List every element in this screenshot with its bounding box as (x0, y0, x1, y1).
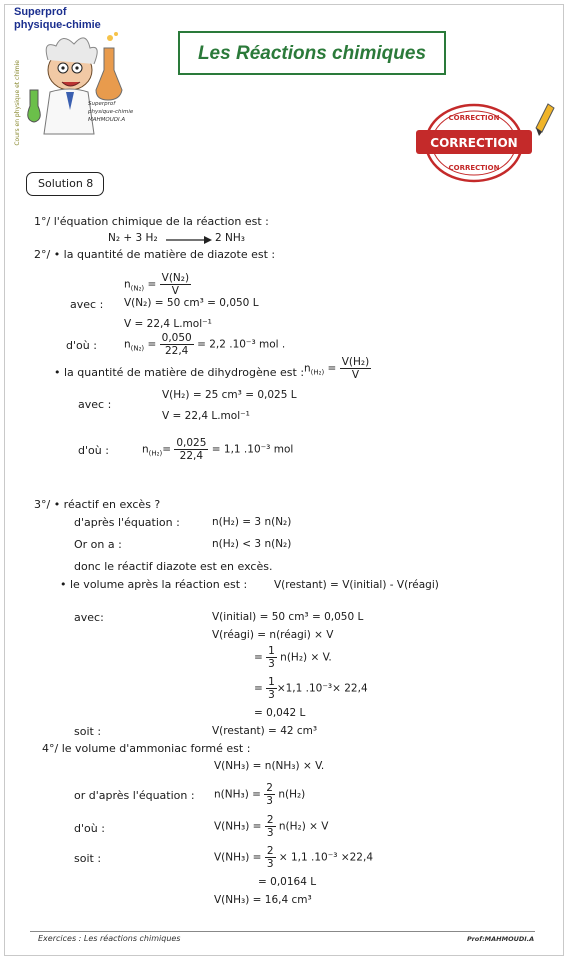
q4-line5: = 0,0164 L (258, 876, 317, 888)
logo-name-line2: physique-chimie (14, 19, 101, 31)
q4-line6: V(NH₃) = 16,4 cm³ (214, 894, 312, 906)
q1-text: 1°/ l'équation chimique de la réaction est : (34, 215, 269, 228)
logo-caption (88, 100, 133, 124)
q3-step3: = 0,042 L (254, 707, 306, 719)
q2-n: n (124, 278, 131, 291)
q2-result-value: = 2,2 .10⁻³ mol . (197, 338, 286, 351)
q2-result-frac (160, 332, 194, 357)
q4-label2: or d'après l'équation : (74, 789, 195, 802)
q4-label3: d'où : (74, 822, 105, 835)
stamp-top-text: CORRECTION (448, 114, 500, 122)
q3-step1-den: 3 (268, 658, 275, 670)
q3-line2-value: n(H₂) < 3 n(N₂) (212, 538, 292, 550)
q2-h2-molar-volume: V = 22,4 L.mol⁻¹ (162, 410, 250, 422)
q3-volume-header: • le volume après la réaction est : (60, 578, 248, 591)
q3-avec: avec: (74, 611, 104, 624)
correction-stamp-icon (408, 98, 556, 184)
q4-line4-frac (265, 845, 276, 870)
footer-divider (30, 931, 535, 932)
q1-eq-left: N₂ + 3 H₂ (108, 232, 158, 244)
q2-h2-header: • la quantité de matière de dihydrogène est : (54, 366, 305, 379)
q2-h2-frac (340, 356, 371, 381)
logo-side-text: Cours en physique et chimie (14, 60, 21, 146)
q4-line3-left: V(NH₃) = (214, 820, 262, 833)
q4-line3-num: 2 (266, 814, 274, 826)
q2-h2-result-frac (174, 437, 208, 462)
stamp-main-text: CORRECTION (430, 136, 518, 150)
footer-left: Exercices : Les réactions chimiques (38, 934, 181, 943)
q3-line2-label: Or on a : (74, 538, 122, 551)
q2-h2-result: $n_{(H_2)}=$ $\frac{0,025}{22,4}$ = 1,1 .10⁻³ mol (142, 437, 294, 462)
q2-fraction (160, 272, 191, 297)
q2-n-sub: (N₂) (130, 284, 145, 293)
q3-step2-den: 3 (268, 689, 275, 701)
q4-line2-den: 3 (266, 795, 273, 807)
q3-header: 3°/ • réactif en excès ? (34, 498, 161, 511)
q4-line2-frac (264, 782, 275, 807)
caption-line1: Superprof (88, 101, 116, 107)
q1-eq-right: 2 NH₃ (215, 232, 245, 244)
q3-step1-frac (266, 645, 277, 670)
q2-h2-volume: V(H₂) = 25 cm³ = 0,025 L (162, 389, 297, 401)
q3-line1-label: d'après l'équation : (74, 516, 180, 529)
q4-line2-left: n(NH₃) = (214, 788, 261, 801)
q3-soit: soit : (74, 725, 102, 738)
q4-line1: V(NH₃) = n(NH₃) × V. (214, 760, 325, 772)
q3-conclusion: donc le réactif diazote est en excès. (74, 560, 273, 573)
q2-result-num: 0,050 (161, 332, 192, 344)
q4-line2-right: n(H₂) (278, 788, 306, 801)
footer-right: Prof:MAHMOUDI.A (467, 935, 535, 943)
q3-step2-frac (266, 676, 277, 701)
q4-line3-right: n(H₂) × V (278, 820, 329, 833)
q2-frac-den: V (171, 285, 179, 297)
q3-vinitial: V(initial) = 50 cm³ = 0,050 L (212, 611, 364, 623)
q4-line2-num: 2 (266, 782, 273, 794)
pencil-icon (536, 104, 554, 136)
stamp-bottom-text: CORRECTION (448, 164, 500, 172)
q2-dou: d'où : (66, 339, 97, 352)
q2-h2-formula: $n_{(H_2)}$ = $\frac{\text{V(H₂)}}{V}$ (304, 356, 370, 381)
q2-dou2: d'où : (78, 444, 109, 457)
q2-avec2: avec : (78, 398, 112, 411)
q2-h2-frac-den: V (351, 369, 360, 381)
q3-vreagi: V(réagi) = n(réagi) × V (212, 629, 334, 641)
caption-line3: MAHMOUDI.A (88, 117, 126, 123)
q4-line4-den: 3 (266, 858, 274, 870)
q3-step2-rest: ×1,1 .10⁻³× 22,4 (276, 682, 368, 695)
q3-step2: = $\frac{1}{3}$ ×1,1 .10⁻³× 22,4 (254, 676, 368, 701)
q2-header: 2°/ • la quantité de matière de diazote est : (34, 248, 276, 261)
q2-frac-num: V(N₂) (161, 272, 190, 284)
page-title: Les Réactions chimiques (197, 43, 427, 64)
q2-h2-frac-num: V(H₂) (341, 356, 370, 368)
q4-line3-frac (265, 814, 276, 839)
q4-line4 (214, 845, 373, 870)
q2-avec: avec : (70, 298, 104, 311)
q3-volume-formula: V(restant) = V(initial) - V(réagi) (274, 579, 439, 591)
q4-line3 (214, 814, 328, 839)
q2-n-formula: $n_{(N_2)}$ = $\frac{\text{V(N₂)}}{V}$ (124, 272, 190, 297)
logo-title (14, 6, 101, 32)
solution-label: Solution 8 (38, 177, 94, 190)
caption-line2: physique-chimie (88, 109, 134, 115)
q2-h2-result-num: 0,025 (176, 437, 207, 449)
q3-soit-value: V(restant) = 42 cm³ (212, 725, 318, 737)
q4-line4-num: 2 (266, 845, 274, 857)
q4-line4-right: × 1,1 .10⁻³ ×22,4 (278, 851, 373, 864)
q2-result: $n_{(N_2)}$ = $\frac{0,050}{22,4}$ = 2,2 .10⁻³ mol . (124, 332, 286, 357)
q4-line4-left: V(NH₃) = (214, 851, 262, 864)
q2-h2-result-den: 22,4 (179, 450, 204, 462)
q3-step1-rest: n(H₂) × V. (280, 651, 332, 664)
logo-name-line1: Superprof (14, 6, 67, 18)
q4-label4: soit : (74, 852, 102, 865)
q2-volume-line: V(N₂) = 50 cm³ = 0,050 L (124, 297, 259, 309)
q4-header: 4°/ le volume d'ammoniac formé est : (42, 742, 251, 755)
q2-h2-result-value: = 1,1 .10⁻³ mol (211, 443, 294, 456)
q4-line3-den: 3 (266, 827, 274, 839)
q3-line1-value: n(H₂) = 3 n(N₂) (212, 516, 292, 528)
reaction-arrow-icon (166, 235, 212, 245)
q3-step1: = $\frac{1}{3}$ n(H₂) × V. (254, 645, 332, 670)
q2-result-den: 22,4 (164, 345, 189, 357)
q3-step2-num: 1 (268, 676, 275, 688)
q4-line2 (214, 782, 305, 807)
q3-step1-num: 1 (268, 645, 275, 657)
q2-molar-volume: V = 22,4 L.mol⁻¹ (124, 318, 212, 330)
